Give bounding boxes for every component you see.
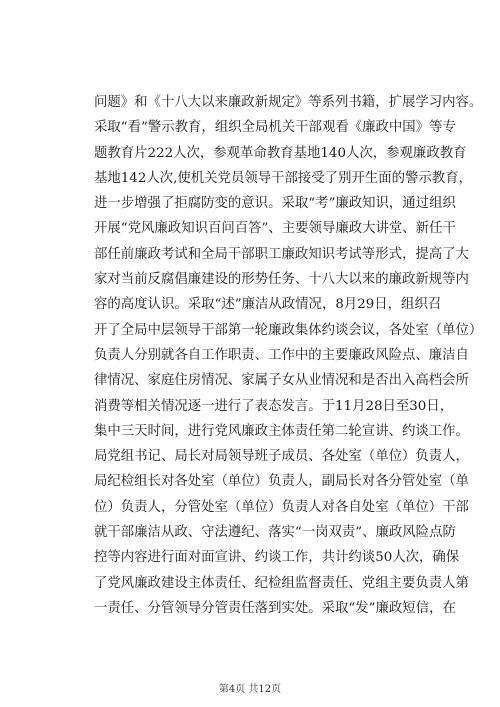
- text-line: 律情况、家庭住房情况、家属子女从业情况和是否出入高档会所: [94, 373, 469, 389]
- text-line: 局党组书记、局长对局领导班子成员、各处室（单位）负责人，: [94, 449, 469, 465]
- text-line: 开了全局中层领导干部第一轮廉政集体约谈会议，各处室（单位）: [94, 322, 483, 338]
- text-line: 位）负责人，分管处室（单位）负责人对各自处室（单位）干部: [94, 499, 469, 515]
- text-line: 部任前廉政考试和全局干部职工廉政知识考试等形式，提高了大: [94, 246, 469, 262]
- text-line: 进一步增强了拒腐防变的意识。采取“考”廉政知识，通过组织: [94, 196, 456, 212]
- text-line: 容的高度认识。采取“述”廉洁从政情况，8月29日，组织召: [94, 297, 442, 313]
- text-line: 了党风廉政建设主体责任、纪检组监督责任、党组主要负责人第: [94, 575, 469, 591]
- body-text: [94, 90, 483, 621]
- text-line: 开展“党风廉政知识百问百答”、主要领导廉政大讲堂、新任干: [94, 221, 456, 237]
- text-line: 题教育片222人次，参观革命教育基地140人次，参观廉政教育: [94, 145, 467, 161]
- text-line: 采取“看”警示教育，组织全局机关干部观看《廉政中国》等专: [94, 120, 456, 136]
- text-line: 家对当前反腐倡廉建设的形势任务、十八大以来的廉政新规等内: [94, 272, 469, 288]
- text-line: 集中三天时间，进行党风廉政主体责任第二轮宣讲、约谈工作。: [94, 423, 469, 439]
- text-line: 局纪检组长对各处室（单位）负责人，副局长对各分管处室（单: [94, 474, 469, 490]
- text-line: 消费等相关情况逐一进行了表态发言。于11月28日至30日，: [94, 398, 454, 414]
- text-line: 基地142人次,使机关党员领导干部接受了别开生面的警示教育，: [94, 170, 472, 186]
- text-line: 负责人分别就各自工作职责、工作中的主要廉政风险点、廉洁自: [94, 347, 469, 363]
- page-footer: [0, 680, 500, 695]
- text-line: 问题》和《十八大以来廉政新规定》等系列书籍，扩展学习内容。: [94, 95, 483, 110]
- page-number: 第4页 共12页: [218, 684, 282, 695]
- text-line: 一责任、分管领导分管责任落到实处。采取“发”廉政短信，在: [94, 600, 456, 616]
- text-line: 控等内容进行面对面宣讲、约谈工作，共计约谈50人次，确保: [94, 550, 460, 566]
- text-line: 就干部廉洁从政、守法遵纪、落实“一岗双责”、廉政风险点防: [94, 525, 456, 541]
